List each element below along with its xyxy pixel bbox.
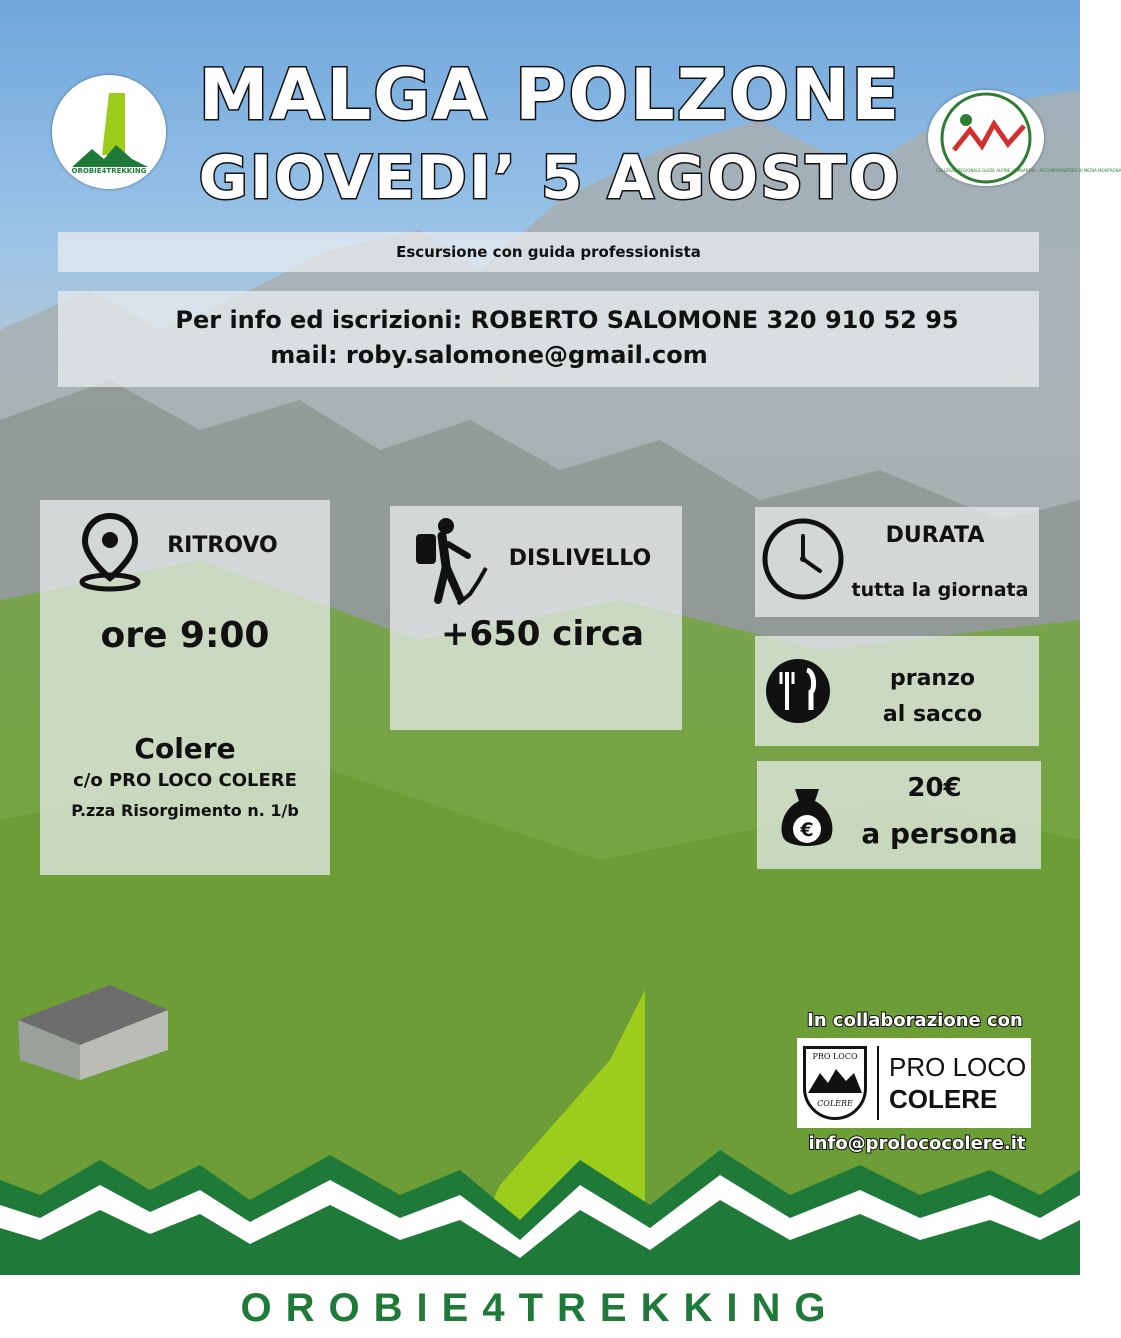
prezzo-per-person: a persona bbox=[861, 817, 1018, 850]
dislivello-heading: DISLIVELLO bbox=[508, 546, 652, 571]
ritrovo-time: ore 9:00 bbox=[100, 615, 270, 656]
pranzo-line-2: al sacco bbox=[882, 702, 983, 727]
ritrovo-place: Colere bbox=[134, 732, 236, 765]
prezzo-amount: 20€ bbox=[907, 773, 962, 803]
proloco-name-line2: COLERE bbox=[889, 1084, 998, 1114]
subtitle-text: Escursione con guida professionista bbox=[396, 243, 701, 261]
event-title: MALGA POLZONE bbox=[198, 54, 902, 136]
contact-line: Per info ed iscrizioni: ROBERTO SALOMONE 320 910 52 95 bbox=[175, 306, 959, 334]
ritrovo-address-2: P.zza Risorgimento n. 1/b bbox=[71, 801, 299, 820]
svg-text:€: € bbox=[800, 819, 814, 841]
durata-heading: DURATA bbox=[885, 523, 985, 548]
proloco-name-line1: PRO LOCO bbox=[889, 1052, 1027, 1082]
event-date: GIOVEDI’ 5 AGOSTO bbox=[198, 143, 902, 213]
ritrovo-heading: RITROVO bbox=[167, 533, 278, 558]
guide-logo-text: COLLEGIO REGIONALE GUIDE ALPINE LOMBARDIA · ACCOMPAGNATORI DI MEDIA MONTAGNA bbox=[936, 168, 1121, 173]
contact-email[interactable]: mail: roby.salomone@gmail.com bbox=[270, 341, 708, 369]
logo-text: OROBIE4TREKKING bbox=[71, 167, 147, 175]
durata-value: tutta la giornata bbox=[851, 579, 1029, 601]
badge-script: COLERE bbox=[817, 1099, 853, 1108]
footer-brand: OROBIE4TREKKING bbox=[240, 1286, 840, 1330]
dislivello-value: +650 circa bbox=[441, 614, 644, 654]
pranzo-line-1: pranzo bbox=[889, 666, 976, 691]
badge-label: PRO LOCO bbox=[812, 1052, 858, 1061]
ritrovo-address-1: c/o PRO LOCO COLERE bbox=[73, 770, 297, 791]
collab-label: In collaborazione con bbox=[807, 1010, 1023, 1031]
proloco-email[interactable]: info@prolococolere.it bbox=[808, 1133, 1026, 1154]
